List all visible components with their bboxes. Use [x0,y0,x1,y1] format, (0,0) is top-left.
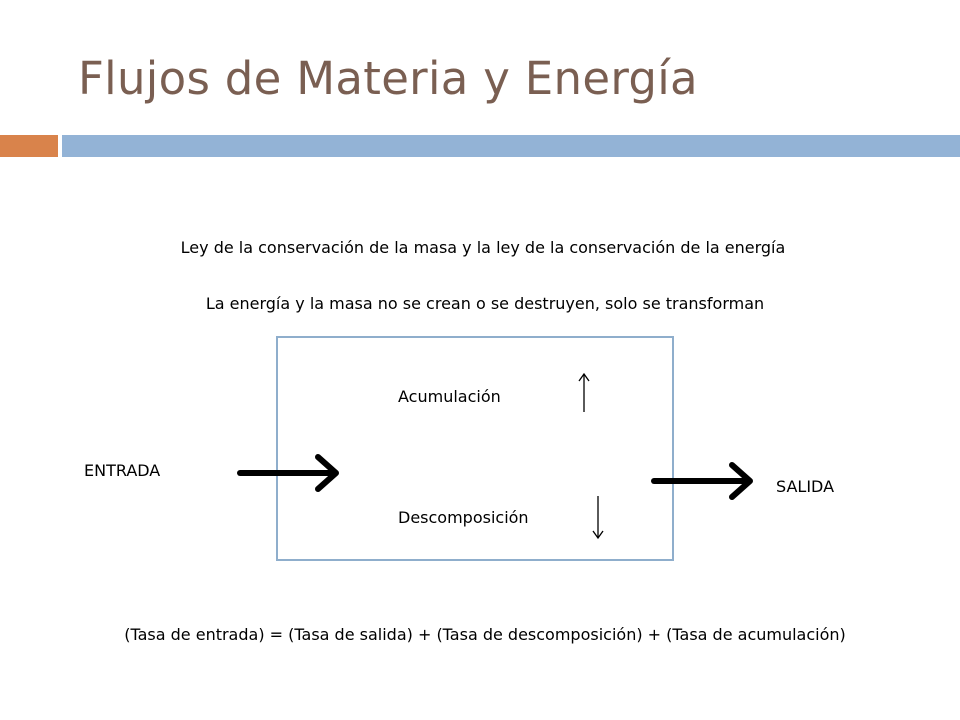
decomposition-label: Descomposición [398,508,529,527]
title-accent-bar [0,135,58,157]
principle-statement: La energía y la masa no se crean o se destruyen, solo se transforman [205,294,765,313]
decomposition-down-arrow-icon [588,494,608,540]
law-statement: Ley de la conservación de la masa y la ley de la conservación de la energía [180,238,786,257]
input-arrow-icon [238,452,342,494]
accumulation-label: Acumulación [398,387,501,406]
mass-balance-formula: (Tasa de entrada) = (Tasa de salida) + (Tasa de descomposición) + (Tasa de acumulación) [124,625,846,644]
system-box [276,336,674,561]
slide-title: Flujos de Materia y Energía [78,52,698,105]
output-arrow-icon [652,460,756,502]
input-label: ENTRADA [84,461,161,480]
title-underline-bar [62,135,960,157]
accumulation-up-arrow-icon [574,372,594,414]
output-label: SALIDA [776,477,835,496]
